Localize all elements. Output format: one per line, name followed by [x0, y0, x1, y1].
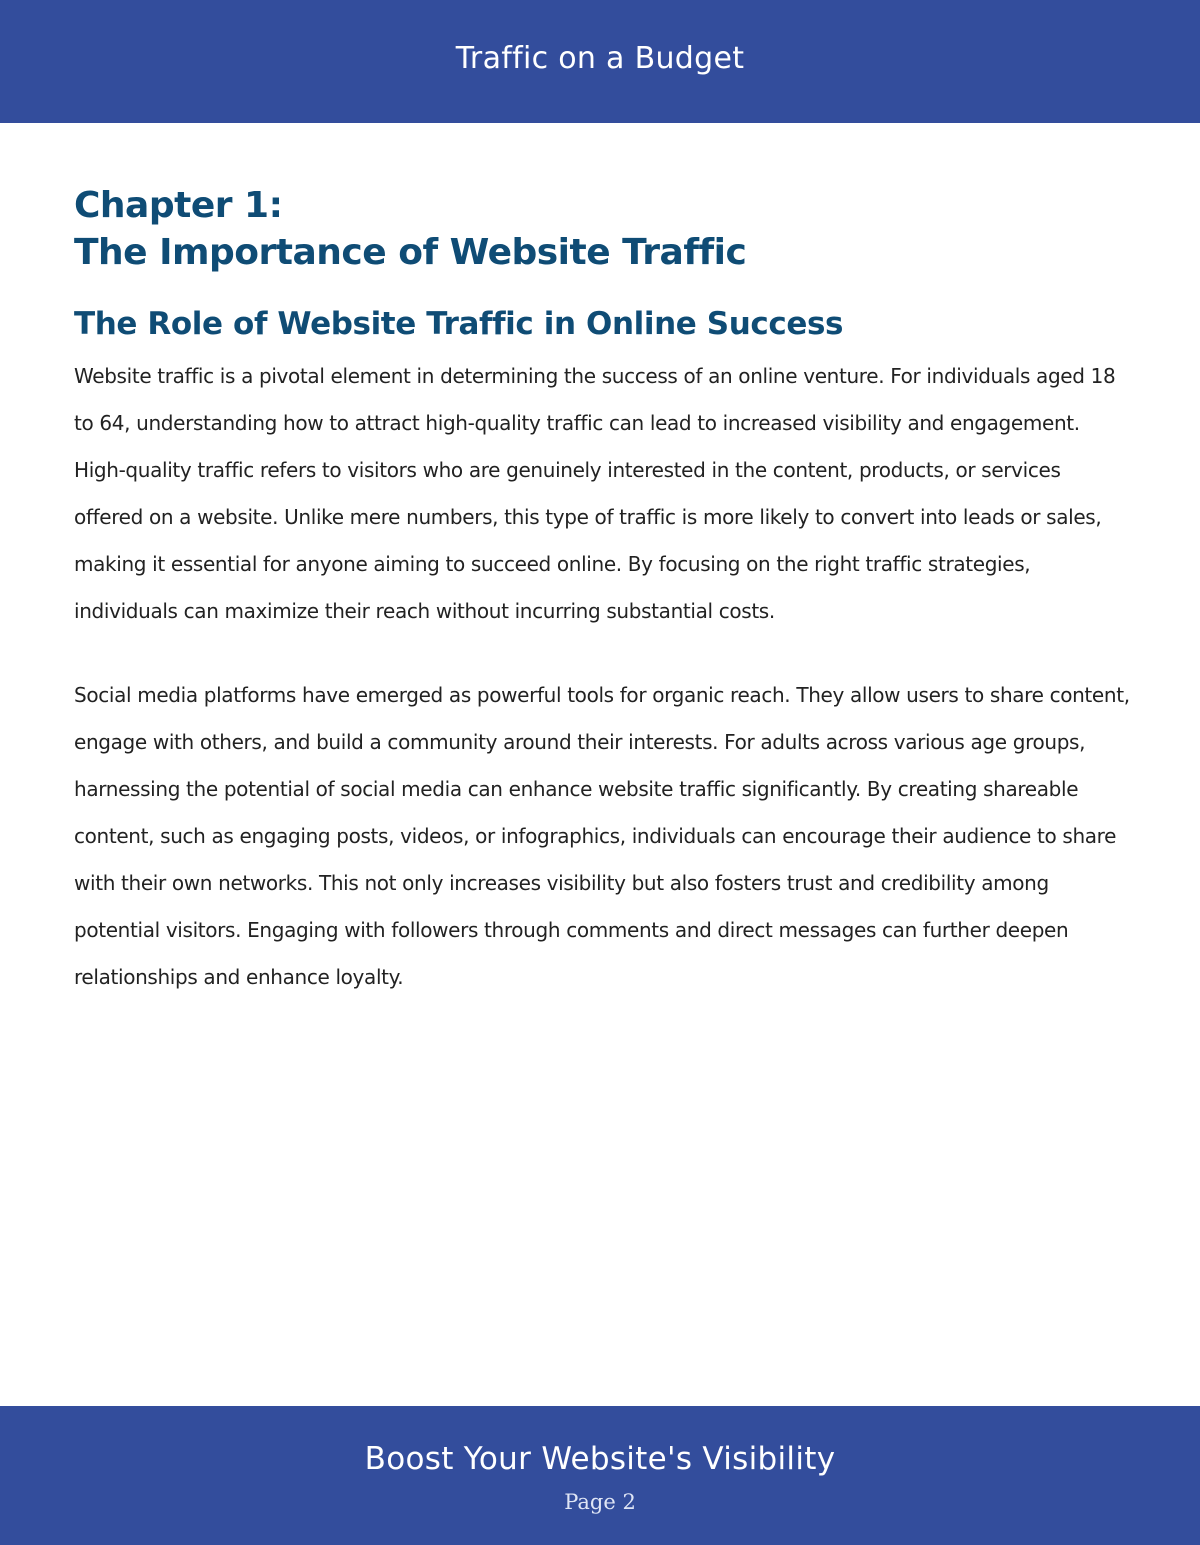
chapter-number: Chapter 1: [74, 185, 283, 226]
page-content [74, 182, 1134, 1001]
chapter-title: The Importance of Website Traffic [74, 232, 747, 273]
page-header [0, 0, 1200, 123]
page-number: Page 2 [564, 1490, 636, 1514]
body-paragraph-2: Social media platforms have emerged as powerful tools for organic reach. They allow users to share content, engage with others, and build a community around their interests. For adults across various age groups, harnessing the potential of social media can enhance website traffic significantly. By creating shareable content, such as engaging posts, videos, or infographics, individuals can encourage their audience to share with their own networks. This not only increases visibility but also fosters trust and credibility among potential visitors. Engaging with followers through comments and direct messages can further deepen relationships and enhance loyalty. [74, 683, 1130, 989]
section-heading: The Role of Website Traffic in Online Success [74, 306, 844, 342]
body-paragraph-1: Website traffic is a pivotal element in determining the success of an online venture. For individuals aged 18 to 64, understanding how to attract high-quality traffic can lead to increased visibility and engagement. High-quality traffic refers to visitors who are genuinely interested in the content, products, or services offered on a website. Unlike mere numbers, this type of traffic is more likely to convert into leads or sales, making it essential for anyone aiming to succeed online. By focusing on the right traffic strategies, individuals can maximize their reach without incurring substantial costs. [74, 364, 1116, 623]
footer-title: Boost Your Website's Visibility [364, 1441, 836, 1477]
chapter-heading [74, 182, 1134, 276]
header-title: Traffic on a Budget [455, 41, 745, 76]
page-footer [0, 1406, 1200, 1545]
